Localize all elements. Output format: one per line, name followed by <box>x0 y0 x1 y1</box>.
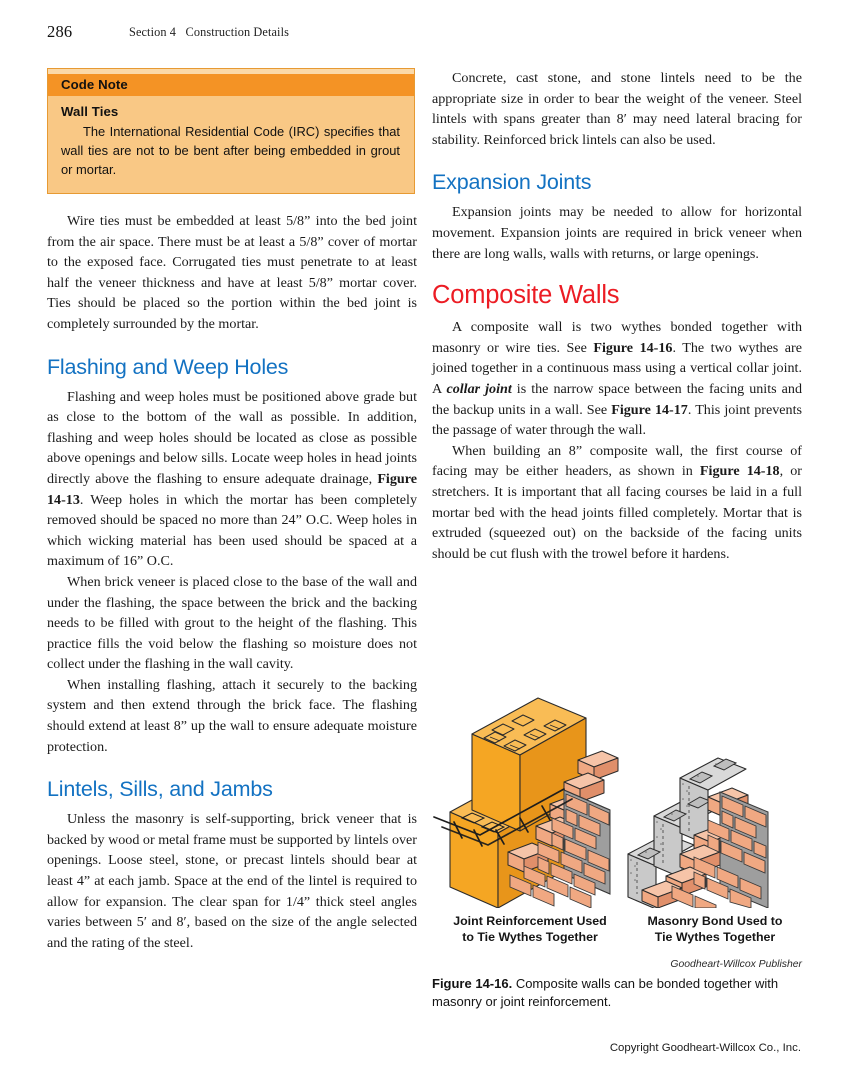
right-wall-assembly <box>628 758 768 908</box>
code-note-box <box>47 68 415 194</box>
figure-sublabels <box>432 914 802 945</box>
figure-sublabel-right-line1: Masonry Bond Used to <box>647 914 783 928</box>
paragraph-wire-ties: Wire ties must be embedded at least 5/8” into the bed joint from the air space. There must be at least a 5/8” cover of mortar to the exposed face. Corrugated ties must penetrate to at least half the veneer thickness and have at least 5/8” mortar cover. Ties should be placed so the portion within the bed joint is completely surrounded by the mortar. <box>47 213 417 332</box>
code-note-subhead: Wall Ties <box>61 104 119 119</box>
figure-sublabel-left-line2: to Tie Wythes Together <box>462 929 598 944</box>
text-run: . This joint prevents the passage of water through the wall. <box>432 401 802 439</box>
paragraph-expansion-joints: Expansion joints may be needed to allow for horizontal movement. Expansion joints are required in brick veneer when there are long walls, walls with returns, or large openings. <box>432 204 802 262</box>
heading-expansion-joints: Expansion Joints <box>432 170 592 195</box>
paragraph-flashing-1 <box>47 387 417 572</box>
figure-reference: Figure 14-17 <box>611 401 688 418</box>
running-head <box>47 22 802 44</box>
figure-caption-text: Composite walls can be bonded together with masonry or joint reinforcement. <box>432 976 779 1009</box>
text-run: Flashing and weep holes must be positioned above grade but as close to the bottom of the wall as possible. In addition, flashing and weep holes should be located as close as possible above openings and below sills. Locate weep holes in head joints directly above the flashing to ensure adequate drainage, <box>47 388 417 487</box>
text-run: is the narrow space between the facing units and the backup units in a wall. See <box>432 380 802 418</box>
paragraph-lintels: Unless the masonry is self-supporting, brick veneer that is backed by wood or metal frame must be supported by lintels over openings. Loose steel, stone, or precast lintels should bear at least 4” at each jamb. Space at the end of the lintel is required to allow for expansion. The clear span for 1/4” thick steel angles varies between 5′ and 8′, based on the size of the angle selected and the rating of the steel. <box>47 811 417 951</box>
text-run: When building an 8” composite wall, the first course of facing may be either headers, as shown in <box>432 442 802 480</box>
left-wall-assembly <box>434 696 618 908</box>
section-title: Section 4 Construction Details <box>129 25 289 39</box>
left-column <box>47 68 417 953</box>
heading-lintels-sills-jambs: Lintels, Sills, and Jambs <box>47 777 273 802</box>
text-run: . Weep holes in which the mortar has been completely removed should be spaced no more than 24” O.C. Weep holes in which wicking material has been used should be spaced at a maximum of 16” O.C. <box>47 491 417 570</box>
figure-sublabel-left-line1: Joint Reinforcement Used <box>453 914 607 928</box>
paragraph-composite-2 <box>432 441 802 565</box>
composite-wall-illustration <box>432 694 802 908</box>
page-number: 286 <box>47 22 73 41</box>
figure-caption <box>432 975 802 1010</box>
code-note-header: Code Note <box>48 74 414 96</box>
figure-sublabel-right-line2: Tie Wythes Together <box>654 929 776 944</box>
glossary-term-collar-joint: collar joint <box>446 380 512 397</box>
text-run: A composite wall is two wythes bonded together with masonry or wire ties. See <box>432 319 802 356</box>
figure-credit: Goodheart-Willcox Publisher <box>670 959 802 970</box>
paragraph-flashing-3: When installing flashing, attach it securely to the backing system and then extend through the brick face. The flashing should extend at least 8” up the wall to ensure adequate moisture protection. <box>47 676 417 755</box>
paragraph-composite-1 <box>432 317 802 441</box>
text-run: . The two wythes are joined together in a continuous mass using a vertical collar joint. A <box>432 339 802 397</box>
figure-reference: Figure 14-13 <box>47 470 417 508</box>
paragraph-flashing-2: When brick veneer is placed close to the base of the wall and under the flashing, the space between the brick and the backing needs to be filled with grout to the height of the flashing. This practice fills the void below the flashing so moisture does not collect under the flashing in the wall cavity. <box>47 573 417 673</box>
text-run: , or stretchers. It is important that all facing courses be laid in a full mortar bed with the head joints filled completely. Mortar that is extruded (squeezed out) on the backside of the facing units should be cut flush with the trowel before it hardens. <box>432 463 802 562</box>
figure-sublabel-left <box>432 914 628 945</box>
paragraph-concrete-lintels: Concrete, cast stone, and stone lintels need to be the appropriate size in order to bear the weight of the veneer. Steel lintels with spans greater than 8′ may need lateral bracing for stability. Reinforced brick lintels can also be used. <box>432 70 802 148</box>
heading-composite-walls: Composite Walls <box>432 281 620 310</box>
heading-flashing-and-weep-holes: Flashing and Weep Holes <box>47 354 289 379</box>
copyright-line: Copyright Goodheart-Willcox Co., Inc. <box>609 1042 801 1054</box>
figure-sublabel-right <box>628 914 802 945</box>
figure-reference: Figure 14-18 <box>699 463 780 480</box>
figure-14-16 <box>432 694 802 1010</box>
code-note-body <box>48 96 414 193</box>
code-note-text: The International Residential Code (IRC) specifies that wall ties are not to be bent after being embedded in grout or mortar. <box>61 124 400 177</box>
right-column <box>432 68 802 564</box>
left-column-text <box>47 194 417 953</box>
figure-caption-number: Figure 14-16. <box>432 976 513 991</box>
figure-reference: Figure 14-16 <box>593 339 673 356</box>
